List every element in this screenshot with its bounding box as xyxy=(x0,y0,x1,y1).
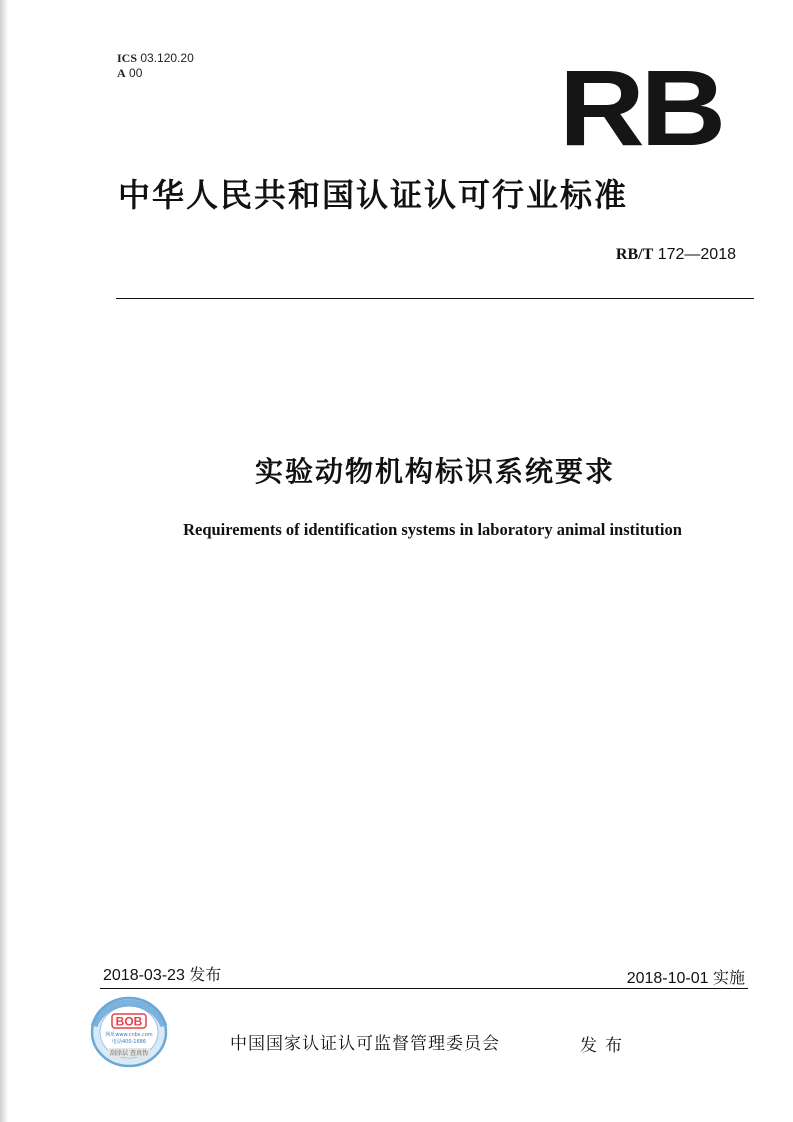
implement-date: 2018-10-01 实施 xyxy=(626,970,745,987)
svg-text:刮涂层 查真伪: 刮涂层 查真伪 xyxy=(110,1050,148,1057)
standard-code-prefix: RB/T xyxy=(615,246,654,263)
publish-label: 发布 xyxy=(580,1036,630,1056)
anti-counterfeit-seal-icon xyxy=(90,996,168,1068)
document-title-cn: 实验动物机构标识系统要求 xyxy=(254,455,615,488)
document-title-en: Requirements of identification systems in laboratory animal institution xyxy=(183,520,682,539)
publish-date: 2018-03-23 发布 xyxy=(103,967,222,984)
ccs-code: 00 xyxy=(129,66,143,80)
ics-line xyxy=(117,51,194,66)
standard-category-title: 中华人民共和国认证认可行业标准 xyxy=(118,176,629,214)
header-divider xyxy=(116,298,754,299)
footer-divider xyxy=(100,988,748,989)
ccs-line xyxy=(117,66,194,81)
ics-label: ICS xyxy=(117,51,138,65)
rb-logo: RB xyxy=(559,47,722,168)
svg-text:电话400-1686: 电话400-1686 xyxy=(111,1039,147,1045)
standard-code xyxy=(616,246,736,264)
scan-edge-shadow xyxy=(0,0,8,1122)
ccs-letter: A xyxy=(117,66,126,80)
ics-code: 03.120.20 xyxy=(140,51,194,65)
svg-text:网址www.cnbs.com: 网址www.cnbs.com xyxy=(105,1032,153,1038)
svg-text:BOB: BOB xyxy=(115,1014,143,1029)
publisher-name: 中国国家认证认可监督管理委员会 xyxy=(230,1034,500,1054)
classification-codes xyxy=(117,51,194,81)
standard-code-number: 172—2018 xyxy=(657,246,736,263)
